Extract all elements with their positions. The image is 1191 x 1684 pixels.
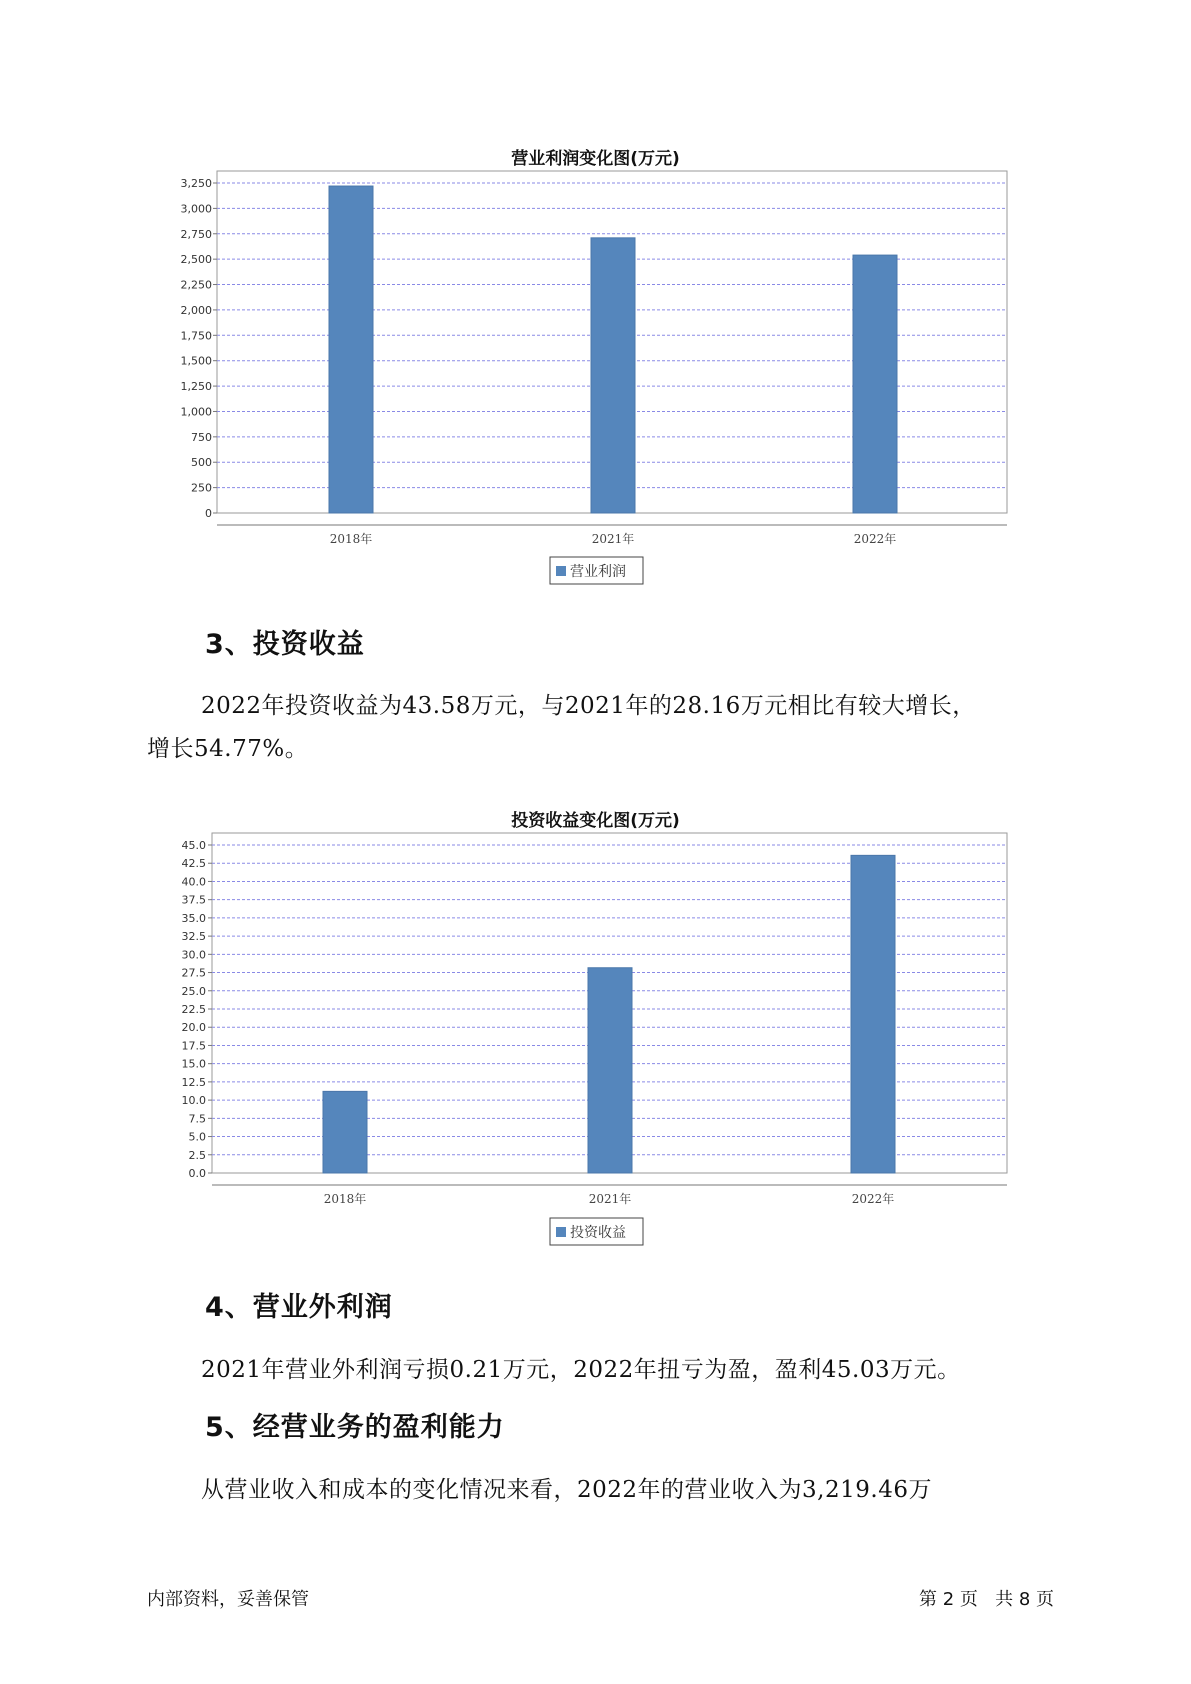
y-tick-label: 1,250 <box>180 380 212 394</box>
legend-swatch <box>556 1227 566 1237</box>
bar-2022年 <box>851 855 895 1173</box>
y-tick-label: 25.0 <box>181 984 206 998</box>
chart1-title: 营业利润变化图(万元) <box>511 149 680 169</box>
y-tick-label: 0.0 <box>188 1167 206 1180</box>
y-tick-label: 0 <box>205 507 212 520</box>
footer-page-number: 第 2 页 共 8 页 <box>919 1589 1054 1610</box>
footer-confidential-note: 内部资料，妥善保管 <box>147 1589 309 1610</box>
y-tick-label: 1,500 <box>180 354 212 368</box>
y-tick-label: 2,750 <box>180 227 212 241</box>
y-tick-label: 45.0 <box>181 839 206 852</box>
y-tick-label: 32.5 <box>181 930 206 944</box>
bar-2021年 <box>588 968 632 1173</box>
y-tick-label: 2,000 <box>180 303 212 317</box>
section-3-paragraph-line2: 增长54.77%。 <box>147 736 309 762</box>
y-tick-label: 250 <box>191 481 212 495</box>
chart2-title: 投资收益变化图(万元) <box>511 811 680 831</box>
section-5-heading: 5、经营业务的盈利能力 <box>205 1412 505 1443</box>
y-tick-label: 37.5 <box>181 893 206 907</box>
x-tick-label: 2022年 <box>853 532 897 546</box>
y-tick-label: 1,000 <box>180 405 212 419</box>
section-3-paragraph-line1: 2022年投资收益为43.58万元，与2021年的28.16万元相比有较大增长， <box>201 693 976 719</box>
y-tick-label: 5.0 <box>188 1130 206 1144</box>
y-tick-label: 3,000 <box>180 202 212 216</box>
x-tick-label: 2018年 <box>329 532 373 546</box>
y-tick-label: 2.5 <box>188 1148 206 1162</box>
y-tick-label: 22.5 <box>181 1003 206 1016</box>
y-tick-label: 12.5 <box>181 1075 206 1089</box>
y-tick-label: 1,750 <box>180 329 212 343</box>
section-5-paragraph: 从营业收入和成本的变化情况来看，2022年的营业收入为3,219.46万 <box>201 1477 932 1503</box>
y-tick-label: 500 <box>191 456 212 470</box>
y-tick-label: 17.5 <box>181 1039 206 1053</box>
y-tick-label: 35.0 <box>181 911 206 925</box>
x-tick-label: 2021年 <box>591 532 635 546</box>
y-tick-label: 10.0 <box>181 1094 206 1108</box>
y-tick-label: 40.0 <box>181 875 206 889</box>
legend-label: 营业利润 <box>570 564 626 580</box>
y-tick-label: 42.5 <box>181 857 206 871</box>
y-tick-label: 750 <box>191 430 212 444</box>
y-tick-label: 2,500 <box>180 253 212 267</box>
y-tick-label: 2,250 <box>180 278 212 292</box>
bar-2018年 <box>323 1091 367 1173</box>
section-4-paragraph: 2021年营业外利润亏损0.21万元，2022年扭亏为盈，盈利45.03万元。 <box>201 1357 961 1383</box>
legend-label: 投资收益 <box>570 1225 626 1241</box>
x-tick-label: 2021年 <box>588 1192 632 1206</box>
x-tick-label: 2022年 <box>851 1192 895 1206</box>
y-tick-label: 7.5 <box>188 1112 206 1126</box>
y-tick-label: 15.0 <box>181 1057 206 1071</box>
x-tick-label: 2018年 <box>323 1192 367 1206</box>
y-tick-label: 27.5 <box>181 966 206 980</box>
y-tick-label: 30.0 <box>181 948 206 962</box>
section-4-heading: 4、营业外利润 <box>205 1292 393 1323</box>
y-tick-label: 20.0 <box>181 1021 206 1035</box>
y-tick-label: 3,250 <box>180 177 212 190</box>
section-3-heading: 3、投资收益 <box>205 629 365 660</box>
